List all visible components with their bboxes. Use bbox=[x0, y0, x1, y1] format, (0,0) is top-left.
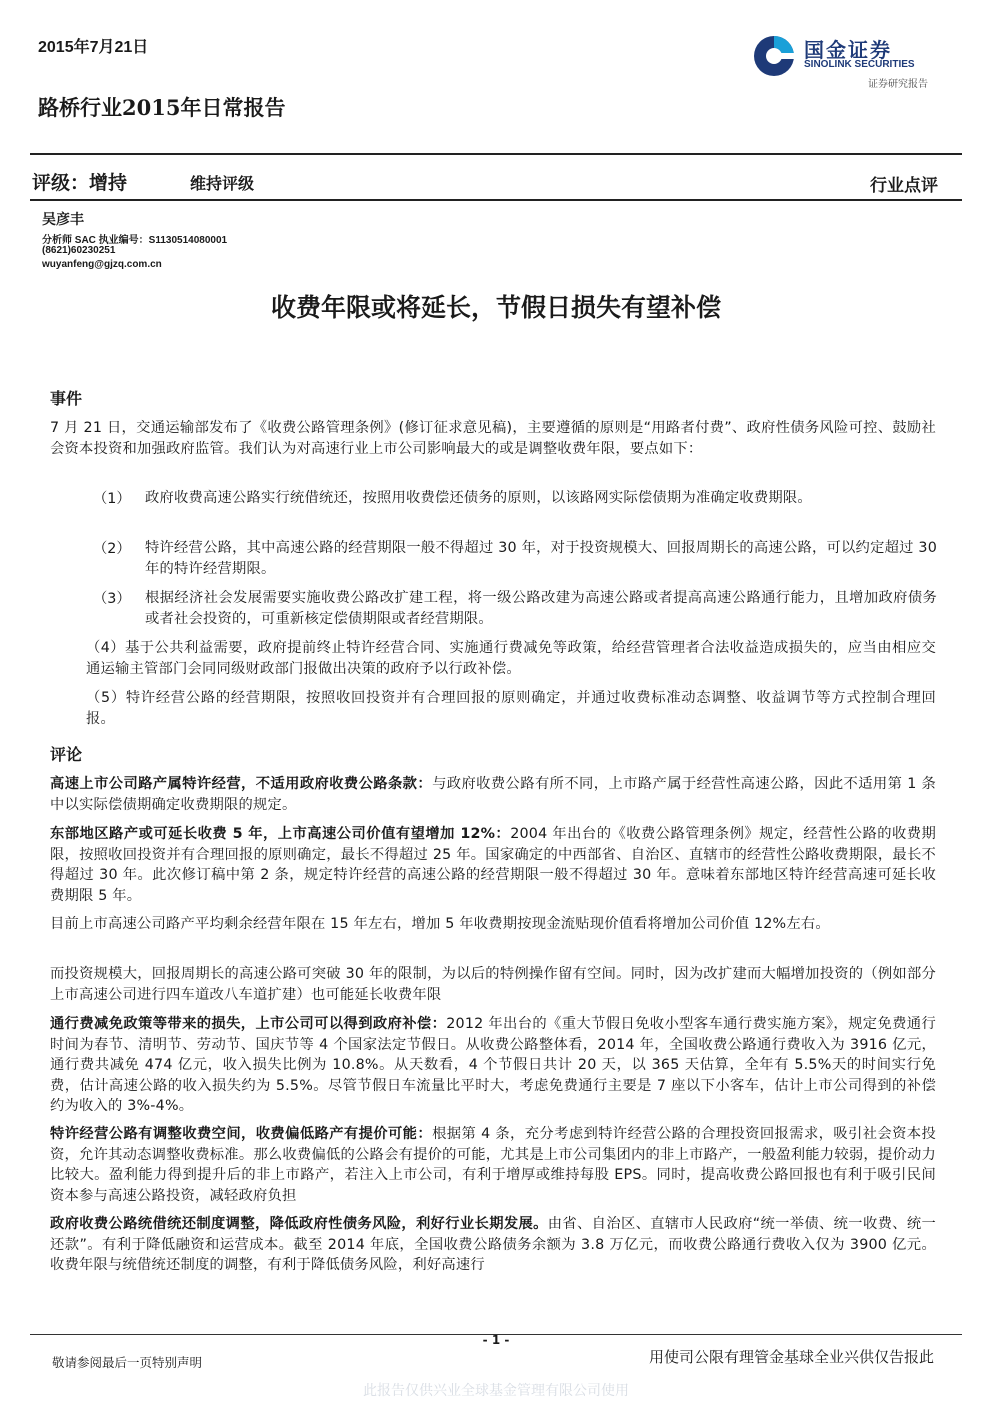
analyst-sac-number: 分析师 SAC 执业编号：S1130514080001 bbox=[42, 235, 228, 246]
item-number: （1） bbox=[93, 491, 131, 507]
item-text: 政府收费高速公路实行统借统还，按照用收费偿还债务的原则，以该路网实际偿债期为准确定收费期限。 bbox=[145, 490, 812, 506]
event-intro: 7 月 21 日，交通运输部发布了《收费公路管理条例》(修订征求意见稿)，主要遵循的原则是“用路者付费”、政府性债务风险可控、鼓励社会资本投资和加强政府监管。我们认为对高速行业上市公司影响最大的或是调整收费年限，要点如下： bbox=[50, 420, 936, 457]
headline: 收费年限或将延长，节假日损失有望补偿 bbox=[270, 293, 721, 322]
report-series-title: 路桥行业2015年日常报告 bbox=[38, 95, 286, 120]
comment-paragraph-3: 目前上市高速公司路产平均剩余经营年限在 15 年左右，增加 5 年收费期按现金流贴现价值看将增加公司价值 12%左右。 bbox=[50, 916, 830, 932]
comment-paragraph-7 bbox=[50, 1214, 936, 1276]
item-number: （3） bbox=[93, 591, 131, 607]
comment-paragraph-4: 而投资规模大，回报周期长的高速公路可突破 30 年的限制，为以后的特例操作留有空间。同时，因为改扩建而大幅增加投资的（例如部分上市高速公司进行四车道改八车道扩建）也可能延长收费年限 bbox=[50, 966, 936, 1003]
comment-paragraph-6 bbox=[50, 1124, 936, 1206]
comment-paragraph-1 bbox=[50, 774, 936, 815]
item-text: 根据经济社会发展需要实施收费公路改扩建工程，将一级公路改建为高速公路或者提高高速公路通行能力，且增加政府债务或者社会投资的，可重新核定偿债期限或者经营期限。 bbox=[145, 590, 937, 627]
comment-paragraph-2 bbox=[50, 824, 936, 906]
rating-label: 评级：增持 bbox=[32, 172, 128, 194]
logo-emblem-icon bbox=[752, 34, 796, 78]
paragraph-body: 根据第 4 条，充分考虑到特许经营公路的合理投资回报需求，吸引社会资本投资，允许其动态调整收费标准。那么收费偏低的公路会有提价的可能，尤其是上市公司集团内的非上市路产，一般盈利能力较弱，提价动力比较大。盈利能力得到提升后的非上市路产，若注入上市公司，有利于增厚或维持每股 EPS。同时，提高收费公路回报也有利于吸引民间资本参与高速公路投资，减轻政府负担 bbox=[50, 1126, 936, 1204]
analyst-email: wuyanfeng@gjzq.com.cn bbox=[42, 259, 162, 270]
analyst-phone: (8621)60230251 bbox=[42, 245, 116, 256]
analyst-name: 吴彦丰 bbox=[42, 212, 84, 228]
item-text: 特许经营公路，其中高速公路的经营期限一般不得超过 30 年，对于投资规模大、回报周期长的高速公路，可以约定超过 30 年的特许经营期限。 bbox=[145, 540, 937, 577]
item-4: （4）基于公共利益需要，政府提前终止特许经营合同、实施通行费减免等政策，给经营管理者合法收益造成损失的，应当由相应交通运输主管部门会同同级财政部门报做出决策的政府予以行政补偿。 bbox=[86, 640, 936, 677]
item-5: （5）特许经营公路的经营期限，按照收回投资并有合理回报的原则确定，并通过收费标准动态调整、收益调节等方式控制合理回报。 bbox=[86, 690, 936, 727]
comment-paragraph-5 bbox=[50, 1014, 936, 1117]
paragraph-lead: 通行费减免政策等带来的损失，上市公司可以得到政府补偿： bbox=[50, 1016, 447, 1032]
paragraph-body: 2004 年出台的《收费公路管理条例》规定，经营性公路的收费期限，按照收回投资并有合理回报的原则确定，最长不得超过 25 年。国家确定的中西部省、自治区、直辖市的经营性公路收费期限，最长不得超过 30 年。此次修订稿中第 2 条，规定特许经营的高速公路的经营期限一般不得超过 30 年。意味着东部地区特许经营高速可延长收费期限 5 年。 bbox=[50, 826, 936, 904]
section-heading-comment: 评论 bbox=[50, 745, 83, 764]
logo-english-name: SINOLINK SECURITIES bbox=[804, 59, 915, 70]
company-logo bbox=[752, 30, 948, 92]
footer-disclaimer-note: 敬请参阅最后一页特别声明 bbox=[52, 1355, 203, 1370]
rating-maintain: 维持评级 bbox=[190, 174, 255, 193]
paragraph-lead: 特许经营公路有调整收费空间，收费偏低路产有提价可能： bbox=[50, 1126, 433, 1142]
paragraph-lead: 高速上市公司路产属特许经营，不适用政府收费公路条款： bbox=[50, 776, 433, 792]
paragraph-lead: 东部地区路产或可延长收费 5 年，上市高速公司价值有望增加 12%： bbox=[50, 826, 511, 842]
section-heading-event: 事件 bbox=[50, 389, 83, 408]
paragraph-body: 与政府收费公路有所不同，上市路产属于经营性高速公路，因此不适用第 1 条中以实际偿债期确定收费期限的规定。 bbox=[50, 776, 936, 813]
rating-divider bbox=[30, 199, 962, 201]
footer-usage-note: 用使司公限有理管金基球全业兴供仅告报此 bbox=[648, 1348, 934, 1366]
paragraph-body: 由省、自治区、直辖市人民政府“统一举债、统一收费、统一还款”。有利于降低融资和运营成本。截至 2014 年底，全国收费公路债务余额为 3.8 万亿元，而收费公路通行费收入仅为 3900 亿元。收费年限与统借统还制度的调整，有利于降低债务风险，利好高速行 bbox=[50, 1216, 937, 1273]
report-category: 行业点评 bbox=[870, 176, 938, 196]
page-number: - 1 - bbox=[482, 1333, 510, 1347]
watermark: 此报告仅供兴业全球基金管理有限公司使用 bbox=[363, 1383, 629, 1399]
report-date: 2015年7月21日 bbox=[38, 39, 149, 56]
paragraph-lead: 政府收费公路统借统还制度调整，降低政府性债务风险，利好行业长期发展。 bbox=[50, 1216, 548, 1232]
logo-subtitle: 证券研究报告 bbox=[868, 79, 928, 90]
item-number: （2） bbox=[93, 541, 131, 557]
paragraph-body: 2012 年出台的《重大节假日免收小型客车通行费实施方案》，规定免费通行时间为春节、清明节、劳动节、国庆节等 4 个国家法定节假日。从收费公路整体看，2014 年，全国收费公路通行费收入为 3916 亿元，通行费共减免 474 亿元，收入损失比例为 10.8%。从天数看，4 个节假日共计 20 天，以 365 天估算，全年有 5.5%天的时间实行免费，估计高速公路的收入损失约为 5.5%。尽管节假日车流量比平时大，考虑免费通行主要是 7 座以下小客车，估计上市公司得到的补偿约为收入的 3%-4%。 bbox=[50, 1016, 936, 1114]
logo-chinese-name: 国金证券 bbox=[804, 38, 892, 62]
header-divider bbox=[30, 153, 962, 155]
